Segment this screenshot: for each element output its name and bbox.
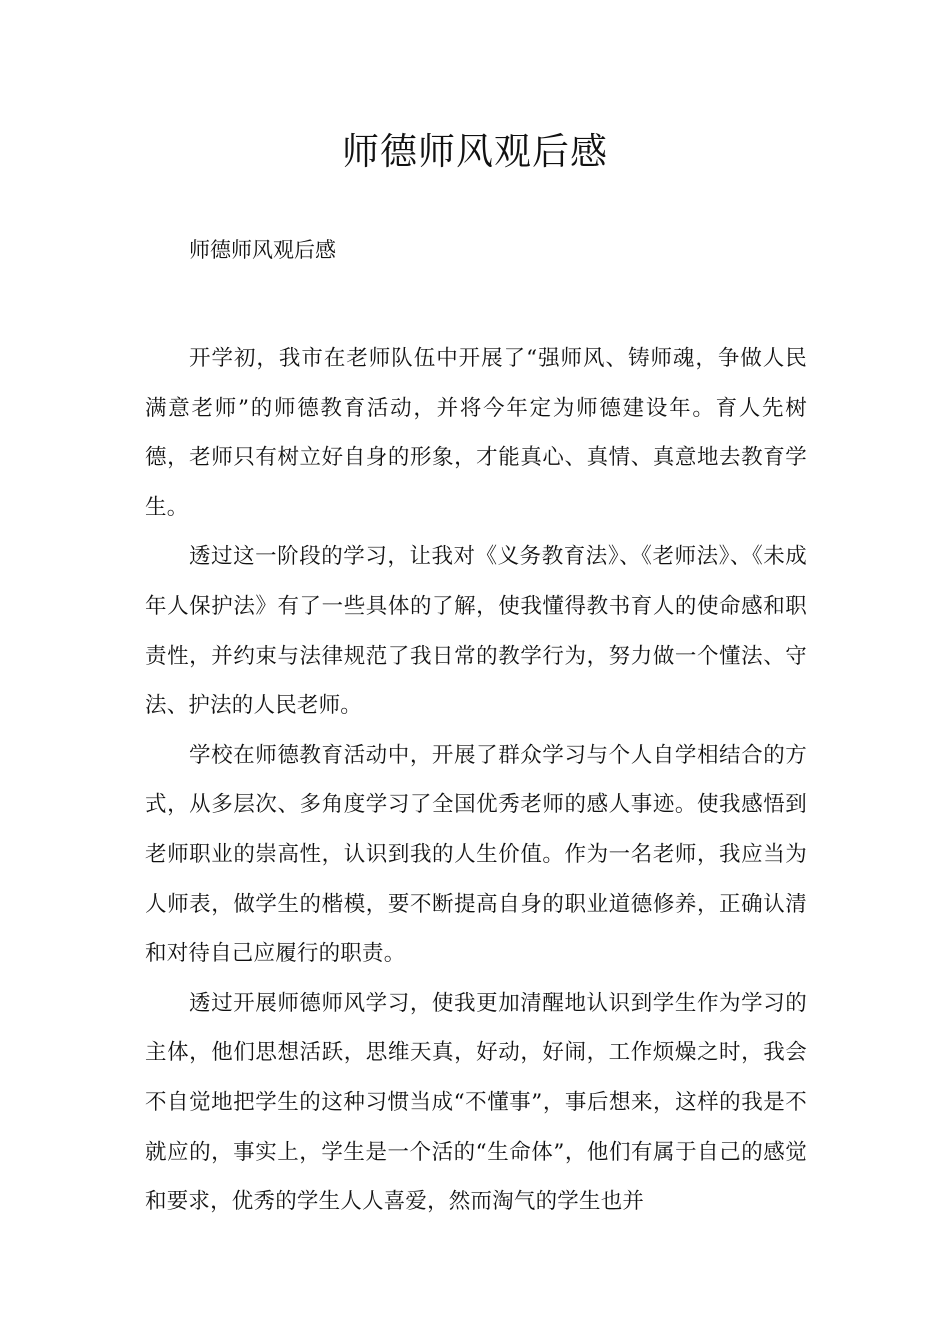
document-subtitle: 师德师风观后感 [189,238,336,262]
paragraph: 学校在师德教育活动中，开展了群众学习与个人自学相结合的方式，从多层次、多角度学习了全国优秀老师的感人事迹。使我感悟到老师职业的崇高性，认识到我的人生价值。作为一名老师，我应当为人师表，做学生的楷模，要不断提高自身的职业道德修养，正确认清和对待自己应履行的职责。 [145,742,807,967]
document-title: 师德师风观后感 [342,130,608,173]
document-body [145,334,807,1227]
paragraph: 开学初，我市在老师队伍中开展了“强师风、铸师魂，争做人民满意老师”的师德教育活动，并将今年定为师德建设年。育人先树德，老师只有树立好自身的形象，才能真心、真情、真意地去教育学生。 [145,346,807,520]
paragraph: 透过开展师德师风学习，使我更加清醒地认识到学生作为学习的主体，他们思想活跃，思维天真，好动，好闹，工作烦燥之时，我会不自觉地把学生的这种习惯当成“不懂事”，事后想来，这样的我是不就应的，事实上，学生是一个活的“生命体”，他们有属于自己的感觉和要求，优秀的学生人人喜爱，然而淘气的学生也并 [145,990,807,1215]
paragraph: 透过这一阶段的学习，让我对《义务教育法》、《老师法》、《未成年人保护法》有了一些具体的了解，使我懂得教书育人的使命感和职责性，并约束与法律规范了我日常的教学行为，努力做一个懂法、守法、护法的人民老师。 [145,544,807,719]
